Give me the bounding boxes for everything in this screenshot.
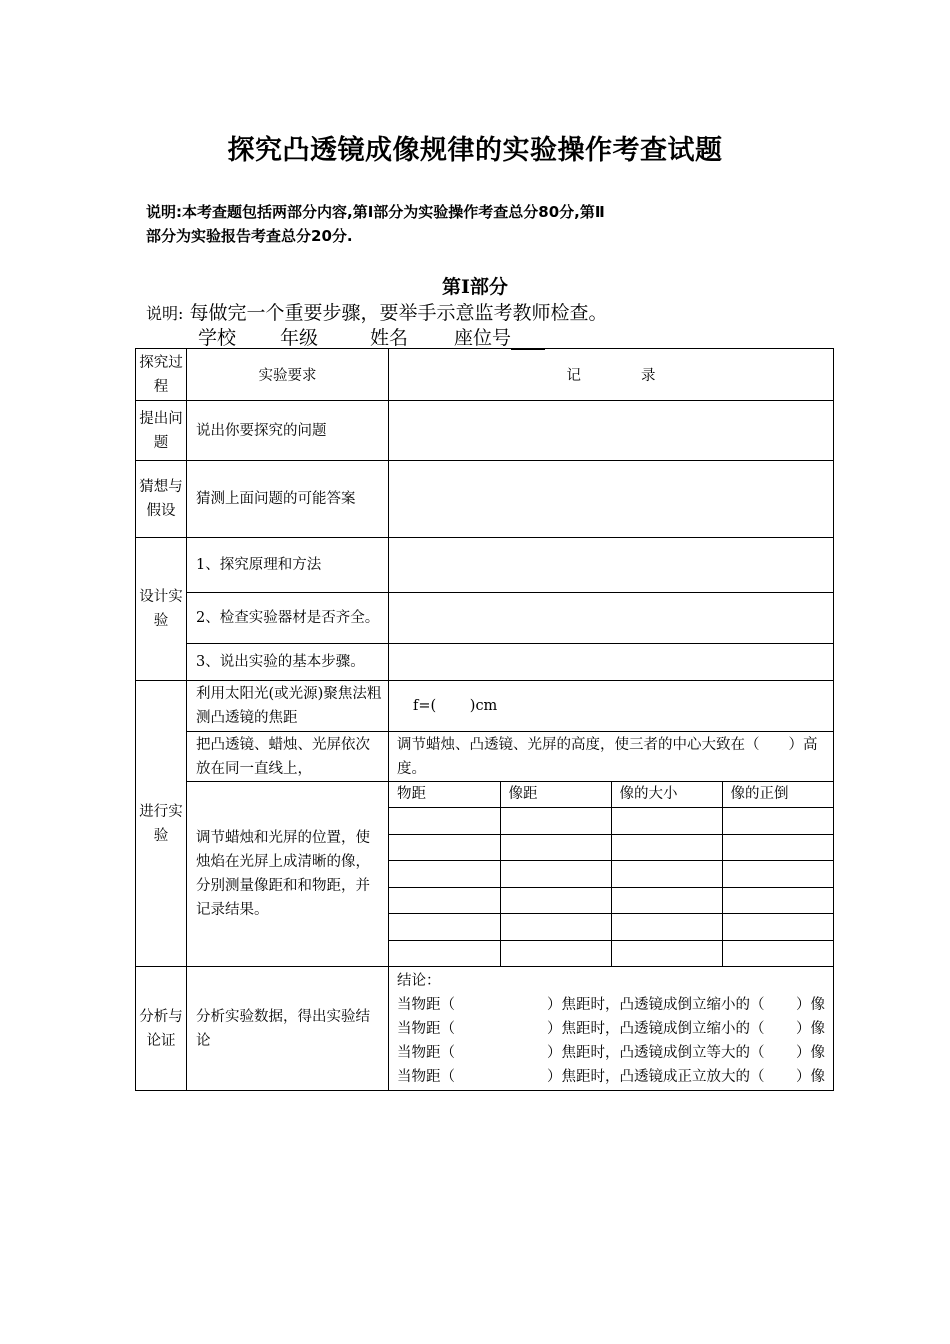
cell[interactable] <box>500 861 611 887</box>
cell[interactable] <box>500 808 611 834</box>
measurement-header-row <box>389 782 833 808</box>
table-row-conduct-3 <box>136 782 834 967</box>
req-design-1: 1、探究原理和方法 <box>187 538 389 593</box>
stage-analysis: 分析与论证 <box>136 967 187 1091</box>
table-row-design-3 <box>136 644 834 681</box>
conclusion-1-c: ）像 <box>796 996 825 1013</box>
table-row-conduct-2 <box>136 732 834 782</box>
cell[interactable] <box>500 940 611 966</box>
record-question[interactable] <box>389 401 834 461</box>
conclusion-2-b: ）焦距时，凸透镜成倒立缩小的（ <box>547 1020 765 1037</box>
intro-line-1: 说明:本考查题包括两部分内容,第Ⅰ部分为实验操作考查总分80分,第Ⅱ <box>146 203 605 221</box>
cell[interactable] <box>389 887 500 913</box>
req-design-3: 3、说出实验的基本步骤。 <box>187 644 389 681</box>
cell[interactable] <box>389 861 500 887</box>
student-info-fields <box>198 323 545 350</box>
conclusion-line-4 <box>397 1065 825 1089</box>
cell[interactable] <box>722 914 833 940</box>
col-image-size: 像的大小 <box>611 782 722 808</box>
table-row-design-2 <box>136 593 834 644</box>
instruction-note <box>146 298 607 325</box>
cell[interactable] <box>611 914 722 940</box>
measurement-row <box>389 808 833 834</box>
req-analysis: 分析实验数据，得出实验结论 <box>187 967 389 1091</box>
cell[interactable] <box>500 834 611 860</box>
header-requirement: 实验要求 <box>187 349 389 401</box>
seat-field-label: 座位号 <box>454 327 512 349</box>
header-record-a: 记 <box>566 368 581 384</box>
page-title: 探究凸透镜成像规律的实验操作考查试题 <box>227 135 723 166</box>
table-row-design-1 <box>136 538 834 593</box>
table-row-hypothesis <box>136 461 834 538</box>
req-conduct-3: 调节蜡烛和光屏的位置，使烛焰在光屏上成清晰的像，分别测量像距和和物距，并记录结果。 <box>187 782 389 967</box>
cell[interactable] <box>389 808 500 834</box>
table-row-conduct-1 <box>136 681 834 732</box>
stage-question: 提出问题 <box>136 401 187 461</box>
header-stage <box>136 349 187 401</box>
record-measurements <box>389 782 834 967</box>
req-hypothesis: 猜测上面问题的可能答案 <box>187 461 389 538</box>
table-row-analysis <box>136 967 834 1091</box>
conclusion-2-c: ）像 <box>796 1020 825 1037</box>
req-conduct-1: 利用太阳光(或光源)聚焦法粗测凸透镜的焦距 <box>187 681 389 732</box>
table-row-question <box>136 401 834 461</box>
cell[interactable] <box>722 940 833 966</box>
cell[interactable] <box>389 914 500 940</box>
measurement-row <box>389 887 833 913</box>
cell[interactable] <box>389 940 500 966</box>
conclusion-4-c: ）像 <box>796 1068 825 1085</box>
stage-design: 设计实验 <box>136 538 187 681</box>
conclusion-line-2 <box>397 1017 825 1041</box>
cell[interactable] <box>611 861 722 887</box>
stage-hypothesis: 猜想与假设 <box>136 461 187 538</box>
conclusion-3-a: 当物距（ <box>397 1044 455 1061</box>
record-alignment[interactable]: 调节蜡烛、凸透镜、光屏的高度，使三者的中心大致在（ ）高度。 <box>389 732 834 782</box>
header-record <box>389 349 834 401</box>
cell[interactable] <box>611 808 722 834</box>
cell[interactable] <box>722 834 833 860</box>
measurement-row <box>389 834 833 860</box>
header-record-b: 录 <box>641 368 656 384</box>
cell[interactable] <box>722 808 833 834</box>
measurement-row <box>389 940 833 966</box>
col-object-distance: 物距 <box>389 782 500 808</box>
intro-text <box>146 200 796 248</box>
conclusion-4-b: ）焦距时，凸透镜成正立放大的（ <box>547 1068 765 1085</box>
conclusion-1-a: 当物距（ <box>397 996 455 1013</box>
record-conclusion[interactable] <box>389 967 834 1091</box>
measurement-table <box>389 782 833 966</box>
cell[interactable] <box>722 861 833 887</box>
conclusion-3-b: ）焦距时，凸透镜成倒立等大的（ <box>547 1044 765 1061</box>
part-title: 第Ⅰ部分 <box>442 276 508 298</box>
req-design-2: 2、检查实验器材是否齐全。 <box>187 593 389 644</box>
cell[interactable] <box>611 887 722 913</box>
conclusion-1-b: ）焦距时，凸透镜成倒立缩小的（ <box>547 996 765 1013</box>
cell[interactable] <box>500 914 611 940</box>
col-image-distance: 像距 <box>500 782 611 808</box>
conclusion-3-c: ）像 <box>796 1044 825 1061</box>
stage-conduct: 进行实验 <box>136 681 187 967</box>
record-design-2[interactable] <box>389 593 834 644</box>
school-field-label: 学校 <box>198 327 237 349</box>
conclusion-2-a: 当物距（ <box>397 1020 455 1037</box>
cell[interactable] <box>611 940 722 966</box>
record-design-3[interactable] <box>389 644 834 681</box>
measurement-row <box>389 861 833 887</box>
grade-field-label: 年级 <box>280 327 319 349</box>
note-text: 每做完一个重要步骤，要举手示意监考教师检查。 <box>183 302 608 324</box>
conclusion-line-3 <box>397 1041 825 1065</box>
header-stage-text: 探究过程 <box>139 354 183 395</box>
measurement-row <box>389 914 833 940</box>
experiment-table <box>135 348 834 1091</box>
cell[interactable] <box>500 887 611 913</box>
name-field-label: 姓名 <box>370 327 409 349</box>
conclusion-4-a: 当物距（ <box>397 1068 455 1085</box>
cell[interactable] <box>611 834 722 860</box>
conclusion-line-1 <box>397 993 825 1017</box>
table-header-row <box>136 349 834 401</box>
note-label: 说明: <box>146 304 184 323</box>
req-conduct-2: 把凸透镜、蜡烛、光屏依次放在同一直线上， <box>187 732 389 782</box>
cell[interactable] <box>722 887 833 913</box>
col-image-orientation: 像的正倒 <box>722 782 833 808</box>
record-hypothesis[interactable] <box>389 461 834 538</box>
conclusion-label: 结论： <box>397 972 441 989</box>
intro-line-2: 部分为实验报告考查总分20分. <box>146 227 353 245</box>
record-design-1[interactable] <box>389 538 834 593</box>
record-focal-length[interactable]: f=( )cm <box>389 681 834 732</box>
req-question: 说出你要探究的问题 <box>187 401 389 461</box>
cell[interactable] <box>389 834 500 860</box>
